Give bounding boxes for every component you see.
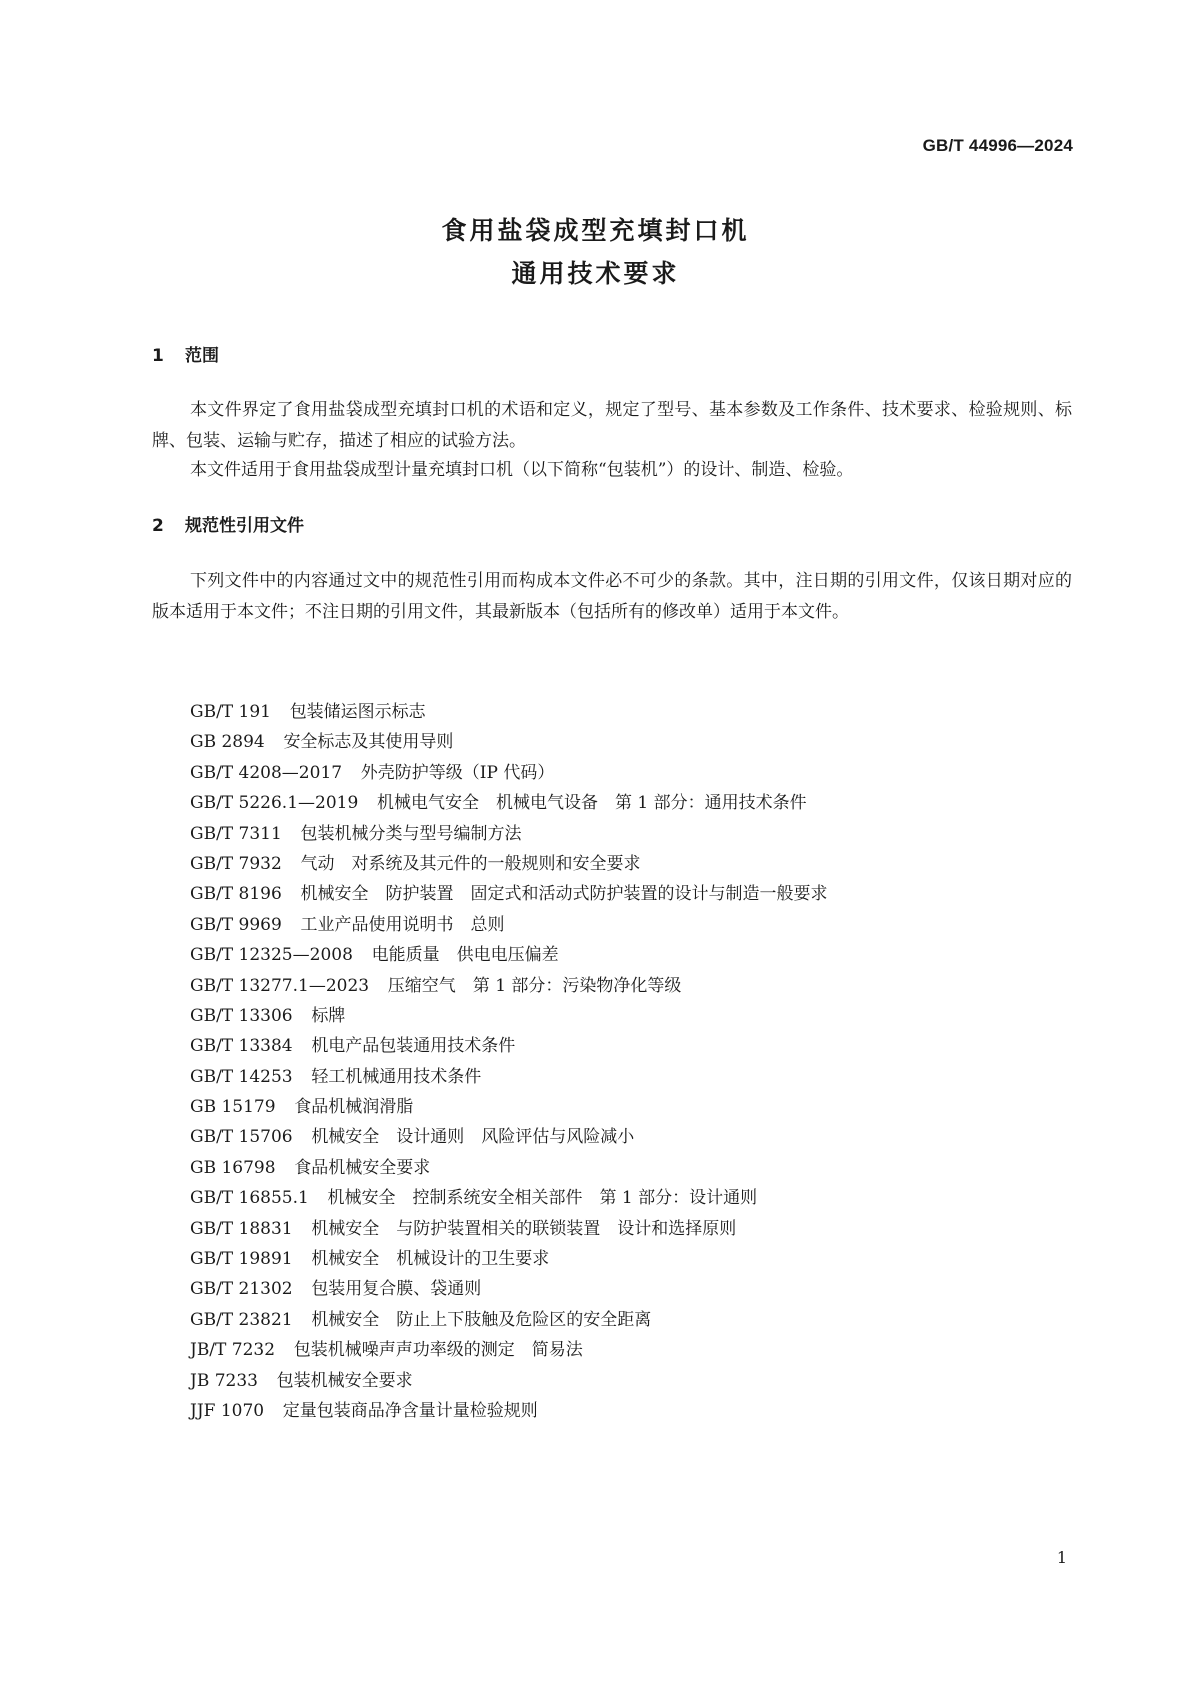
- reference-code: GB/T 13306: [190, 1005, 293, 1026]
- reference-item: [190, 1244, 828, 1274]
- reference-item: [190, 971, 828, 1001]
- reference-item: [190, 1396, 828, 1426]
- section-number: 1: [152, 346, 164, 366]
- reference-code: GB/T 13277.1—2023: [190, 975, 370, 996]
- reference-title: 标牌: [311, 1005, 346, 1026]
- reference-code: GB/T 13384: [190, 1036, 293, 1057]
- reference-code: GB 15179: [190, 1097, 276, 1118]
- section-title: 范围: [185, 346, 219, 366]
- scope-paragraph-2: 本文件适用于食用盐袋成型计量充填封口机（以下简称“包装机”）的设计、制造、检验。: [190, 460, 854, 480]
- reference-item: [190, 879, 828, 909]
- section-number: 2: [152, 516, 164, 536]
- reference-item: [190, 1305, 828, 1335]
- reference-title: 包装机械分类与型号编制方法: [300, 823, 522, 844]
- reference-title: 轻工机械通用技术条件: [311, 1066, 482, 1087]
- section-title: 规范性引用文件: [185, 516, 304, 536]
- reference-title: 包装机械安全要求: [276, 1370, 413, 1391]
- reference-item: [190, 697, 828, 727]
- reference-item: [190, 849, 828, 879]
- reference-code: GB/T 7932: [190, 853, 282, 874]
- reference-code: GB 2894: [190, 732, 265, 753]
- reference-item: [190, 727, 828, 757]
- reference-title: 安全标志及其使用导则: [283, 732, 454, 753]
- section-heading-normative-references: [152, 511, 304, 536]
- reference-code: GB/T 5226.1—2019: [190, 793, 359, 814]
- normative-references-intro: 下列文件中的内容通过文中的规范性引用而构成本文件必不可少的条款。其中，注日期的引用文件，仅该日期对应的版本适用于本文件；不注日期的引用文件，其最新版本（包括所有的修改单）适用于本文件。: [152, 571, 1072, 622]
- reference-item: [190, 1031, 828, 1061]
- reference-title: 机械电气安全 机械电气设备 第 1 部分：通用技术条件: [376, 793, 807, 814]
- reference-item: [190, 788, 828, 818]
- reference-code: GB/T 15706: [190, 1127, 293, 1148]
- reference-code: JB 7233: [190, 1370, 258, 1391]
- reference-code: GB/T 18831: [190, 1218, 293, 1239]
- reference-code: GB/T 21302: [190, 1279, 293, 1300]
- reference-code: JB/T 7232: [190, 1340, 276, 1361]
- document-title-line-1: 食用盐袋成型充填封口机: [441, 216, 750, 245]
- reference-item: [190, 1366, 828, 1396]
- reference-code: GB 16798: [190, 1157, 276, 1178]
- reference-item: [190, 1092, 828, 1122]
- reference-code: JJF 1070: [190, 1400, 265, 1421]
- reference-item: [190, 1062, 828, 1092]
- reference-code: GB/T 9969: [190, 914, 282, 935]
- reference-title: 外壳防护等级（IP 代码）: [360, 762, 555, 783]
- reference-item: [190, 1001, 828, 1031]
- reference-code: GB/T 23821: [190, 1309, 293, 1330]
- reference-title: 食品机械润滑脂: [294, 1097, 414, 1118]
- reference-item: [190, 819, 828, 849]
- reference-item: [190, 1122, 828, 1152]
- reference-title: 包装机械噪声声功率级的测定 简易法: [293, 1340, 583, 1361]
- reference-code: GB/T 4208—2017: [190, 762, 343, 783]
- reference-title: 机械安全 控制系统安全相关部件 第 1 部分：设计通则: [327, 1188, 758, 1209]
- page-number: 1: [1056, 1548, 1067, 1567]
- reference-title: 压缩空气 第 1 部分：污染物净化等级: [387, 975, 682, 996]
- reference-item: [190, 910, 828, 940]
- section-heading-scope: [152, 341, 219, 366]
- reference-title: 气动 对系统及其元件的一般规则和安全要求: [300, 853, 641, 874]
- scope-paragraph-1: 本文件界定了食用盐袋成型充填封口机的术语和定义，规定了型号、基本参数及工作条件、技术要求、检验规则、标牌、包装、运输与贮存，描述了相应的试验方法。: [152, 400, 1072, 451]
- reference-title: 机械安全 与防护装置相关的联锁装置 设计和选择原则: [311, 1218, 737, 1239]
- reference-code: GB/T 19891: [190, 1249, 293, 1270]
- reference-title: 电能质量 供电电压偏差: [371, 945, 559, 966]
- reference-item: [190, 1183, 828, 1213]
- reference-title: 食品机械安全要求: [294, 1157, 431, 1178]
- reference-list: [190, 697, 828, 1426]
- reference-title: 机械安全 设计通则 风险评估与风险减小: [311, 1127, 635, 1148]
- reference-title: 机械安全 防护装置 固定式和活动式防护装置的设计与制造一般要求: [300, 884, 828, 905]
- reference-item: [190, 1214, 828, 1244]
- reference-title: 定量包装商品净含量计量检验规则: [282, 1400, 538, 1421]
- reference-item: [190, 1274, 828, 1304]
- reference-item: [190, 758, 828, 788]
- reference-title: 机械安全 机械设计的卫生要求: [311, 1249, 550, 1270]
- reference-code: GB/T 191: [190, 702, 271, 722]
- document-title-line-2: 通用技术要求: [511, 259, 680, 288]
- reference-code: GB/T 16855.1: [190, 1188, 309, 1209]
- reference-title: 包装储运图示标志: [289, 702, 426, 722]
- reference-title: 机械安全 防止上下肢触及危险区的安全距离: [311, 1309, 652, 1330]
- reference-code: GB/T 14253: [190, 1066, 293, 1087]
- reference-item: [190, 1153, 828, 1183]
- reference-title: 包装用复合膜、袋通则: [311, 1279, 482, 1300]
- standard-code: GB/T 44996—2024: [922, 136, 1073, 155]
- reference-code: GB/T 7311: [190, 823, 282, 844]
- reference-code: GB/T 8196: [190, 884, 282, 905]
- reference-code: GB/T 12325—2008: [190, 945, 353, 966]
- reference-item: [190, 940, 828, 970]
- reference-item: [190, 1335, 828, 1365]
- reference-title: 工业产品使用说明书 总则: [300, 914, 505, 935]
- reference-title: 机电产品包装通用技术条件: [311, 1036, 516, 1057]
